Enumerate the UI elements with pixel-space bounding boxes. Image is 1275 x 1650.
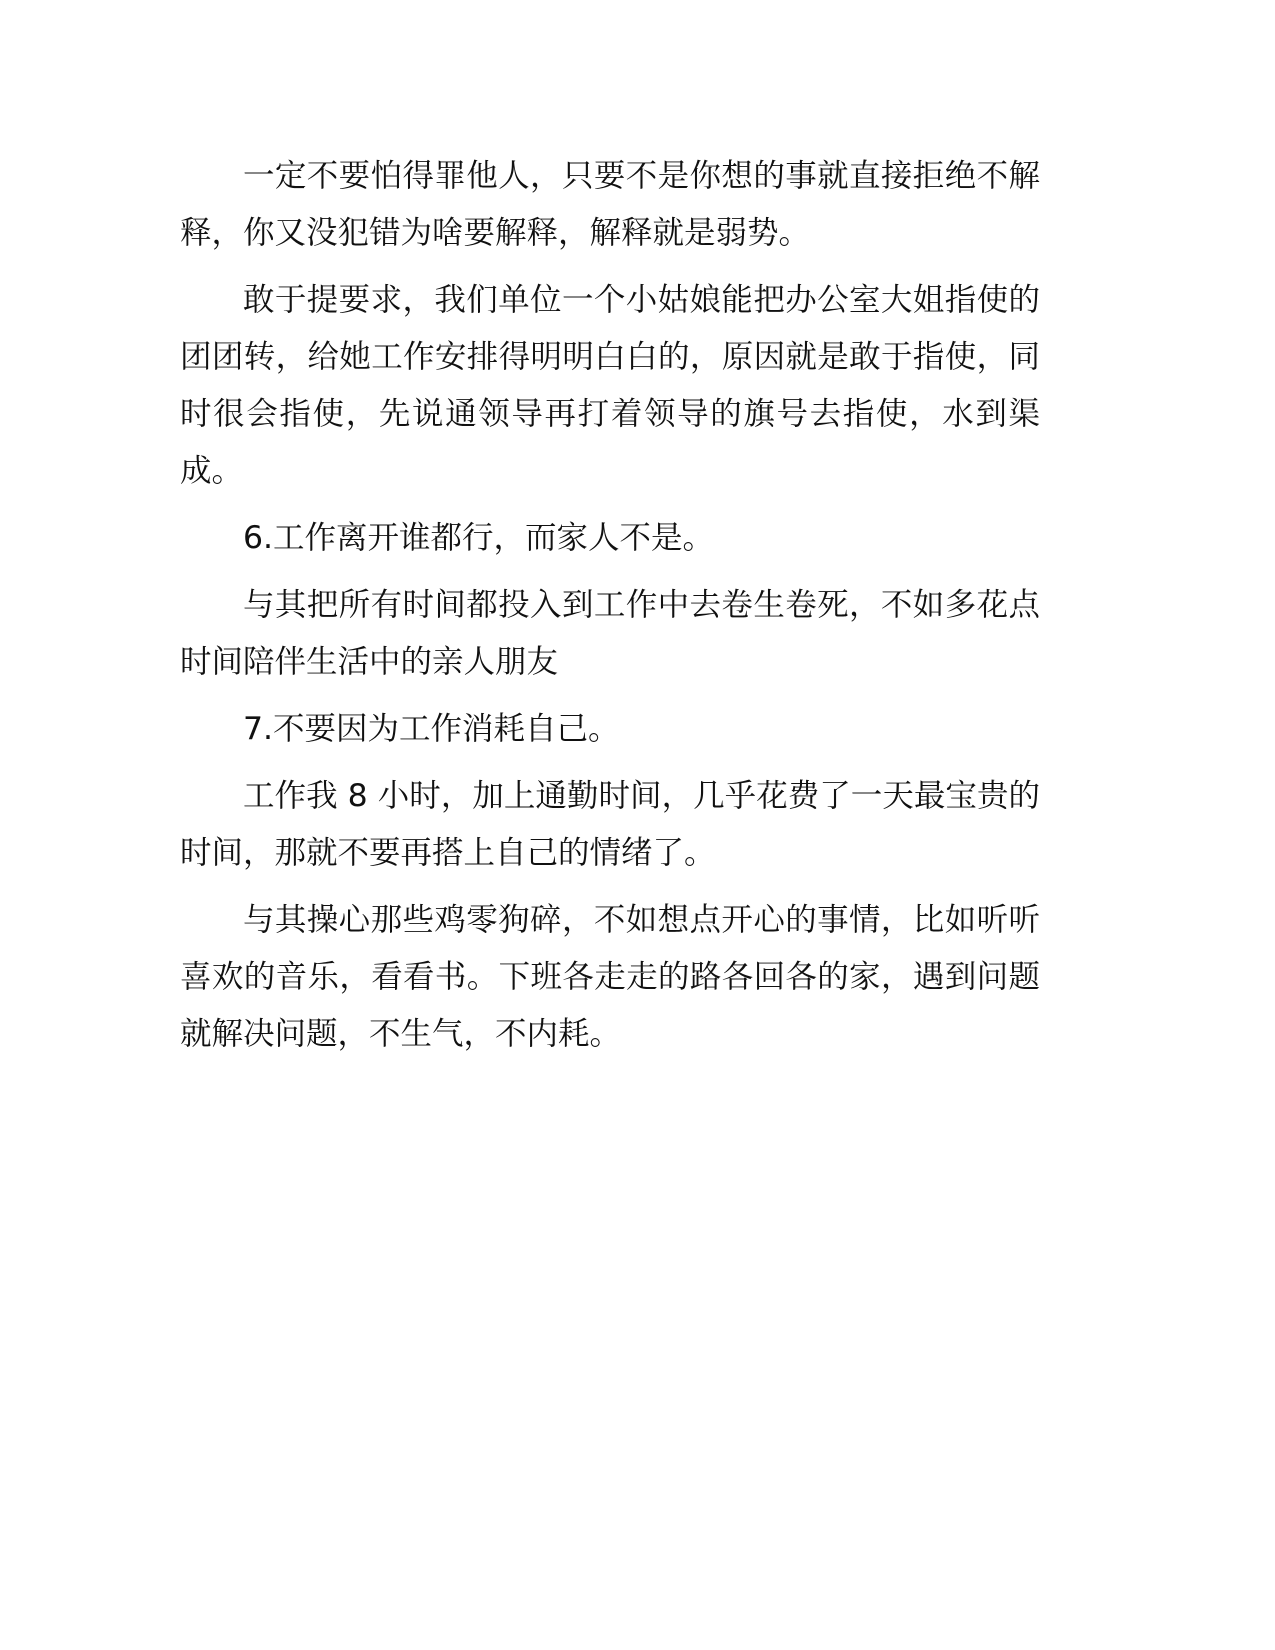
document-body [180, 148, 1040, 1073]
paragraph-time-with-family: 与其把所有时间都投入到工作中去卷生卷死，不如多花点时间陪伴生活中的亲人朋友 [180, 587, 1040, 680]
paragraph-work-hours: 工作我 8 小时，加上通勤时间，几乎花费了一天最宝贵的时间，那就不要再搭上自己的情绪了。 [180, 778, 1040, 871]
paragraph-dare-to-ask: 敢于提要求，我们单位一个小姑娘能把办公室大姐指使的团团转，给她工作安排得明明白白的，原因就是敢于指使，同时很会指使，先说通领导再打着领导的旗号去指使，水到渠成。 [180, 282, 1040, 489]
heading-point-7: 7.不要因为工作消耗自己。 [243, 711, 620, 747]
paragraph-no-internal-friction: 与其操心那些鸡零狗碎，不如想点开心的事情，比如听听喜欢的音乐，看看书。下班各走走的路各回各的家，遇到问题就解决问题，不生气，不内耗。 [180, 902, 1040, 1052]
heading-point-6: 6.工作离开谁都行，而家人不是。 [243, 520, 715, 556]
paragraph-refuse-without-explaining: 一定不要怕得罪他人，只要不是你想的事就直接拒绝不解释，你又没犯错为啥要解释，解释就是弱势。 [180, 158, 1040, 251]
